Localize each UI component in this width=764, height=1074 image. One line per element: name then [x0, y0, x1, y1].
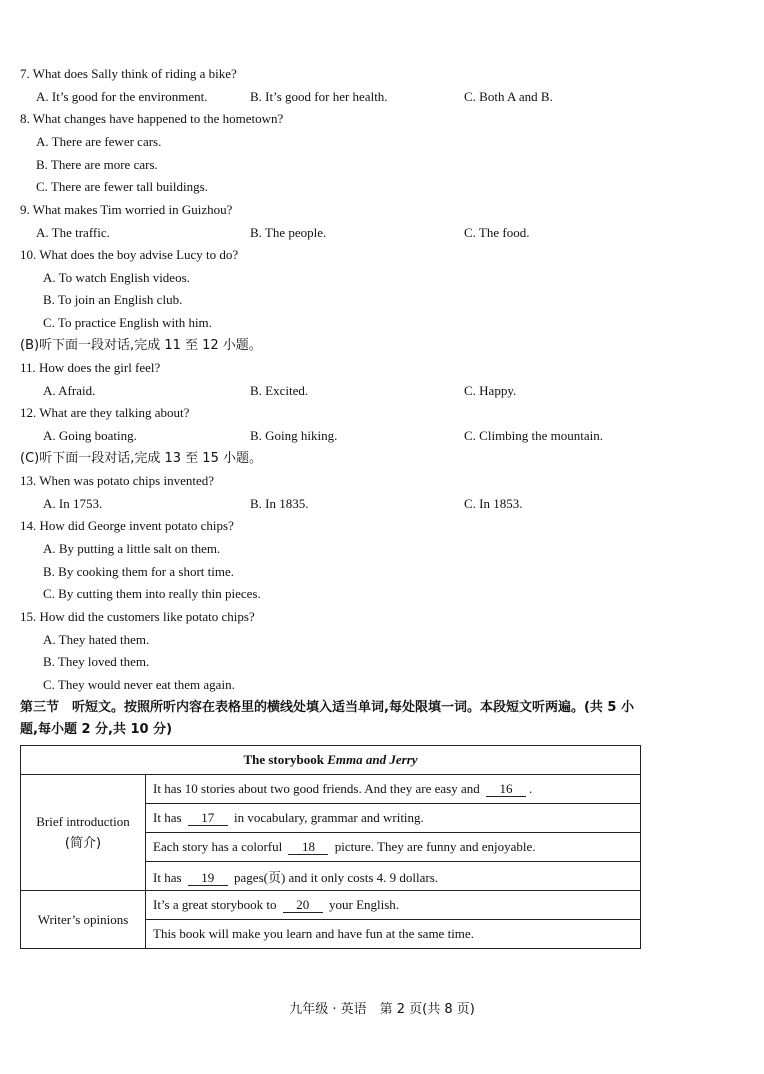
question-11: 11. How does the girl feel?: [20, 360, 161, 375]
q12-option-c: C. Climbing the mountain.: [464, 428, 604, 443]
q11-option-c: C. Happy.: [464, 383, 517, 398]
q11-option-b: B. Excited.: [250, 383, 309, 398]
q14-option-c: C. By cutting them into really thin pieces.: [43, 586, 261, 601]
table-cell-17: [146, 804, 641, 833]
q9-option-b: B. The people.: [250, 225, 327, 240]
row-17-before: It has: [153, 810, 182, 825]
q12-option-a: A. Going boating.: [43, 428, 137, 443]
brief-label-en: Brief introduction: [36, 813, 130, 829]
table-title: [21, 746, 641, 775]
q10-option-b: B. To join an English club.: [43, 292, 183, 307]
q13-option-a: A. In 1753.: [43, 496, 103, 511]
q10-option-a: A. To watch English videos.: [43, 270, 190, 285]
table-title-italic: Emma and Jerry: [327, 752, 418, 767]
question-7: 7. What does Sally think of riding a bike?: [20, 66, 237, 81]
row-20-before: It’s a great storybook to: [153, 897, 277, 912]
q14-option-b: B. By cooking them for a short time.: [43, 564, 235, 579]
table-cell-20: [146, 891, 641, 920]
section-b-instruction: (B)听下面一段对话,完成 11 至 12 小题。: [20, 338, 262, 353]
question-14: 14. How did George invent potato chips?: [20, 518, 234, 533]
q13-option-b: B. In 1835.: [250, 496, 309, 511]
blank-19[interactable]: 19: [188, 871, 228, 886]
q7-option-b: B. It’s good for her health.: [250, 89, 388, 104]
q8-option-a: A. There are fewer cars.: [36, 134, 162, 149]
q8-option-b: B. There are more cars.: [36, 157, 158, 172]
question-13: 13. When was potato chips invented?: [20, 473, 214, 488]
blank-20[interactable]: 20: [283, 898, 323, 913]
table-cell-18: [146, 833, 641, 862]
question-12: 12. What are they talking about?: [20, 405, 190, 420]
blank-16[interactable]: 16: [486, 782, 526, 797]
page-footer: 九年级 · 英语 第 2 页(共 8 页): [289, 1002, 475, 1017]
row-19-after: pages(页) and it only costs 4. 9 dollars.: [234, 869, 439, 885]
q8-option-c: C. There are fewer tall buildings.: [36, 179, 208, 194]
table-cell-19: [146, 862, 641, 891]
row-16-after: .: [528, 781, 533, 796]
q15-option-a: A. They hated them.: [43, 632, 150, 647]
table-title-row: [21, 746, 641, 775]
table-cell-last: This book will make you learn and have fun at the same time.: [146, 920, 641, 949]
brief-label-cn: (简介): [64, 835, 102, 851]
row-16-before: It has 10 stories about two good friends. And they are easy and: [153, 781, 480, 796]
blank-17[interactable]: 17: [188, 811, 228, 826]
brief-introduction-label: [21, 775, 146, 891]
row-18-after: picture. They are funny and enjoyable.: [334, 839, 536, 854]
row-17-after: in vocabulary, grammar and writing.: [234, 810, 424, 825]
blank-18[interactable]: 18: [288, 840, 328, 855]
q7-option-c: C. Both A and B.: [464, 89, 553, 104]
table-cell-16: [146, 775, 641, 804]
question-10: 10. What does the boy advise Lucy to do?: [20, 247, 239, 262]
question-9: 9. What makes Tim worried in Guizhou?: [20, 202, 233, 217]
row-18-before: Each story has a colorful: [153, 839, 283, 854]
question-8: 8. What changes have happened to the hometown?: [20, 111, 284, 126]
q15-option-b: B. They loved them.: [43, 654, 150, 669]
table-title-prefix: The storybook: [243, 752, 328, 767]
q7-option-a: A. It’s good for the environment.: [36, 89, 208, 104]
q9-option-a: A. The traffic.: [36, 225, 110, 240]
question-15: 15. How did the customers like potato chips?: [20, 609, 255, 624]
storybook-table: [20, 745, 641, 949]
q11-option-a: A. Afraid.: [43, 383, 96, 398]
table-row: [21, 891, 641, 920]
writers-opinions-label: Writer’s opinions: [21, 891, 146, 949]
q13-option-c: C. In 1853.: [464, 496, 523, 511]
q12-option-b: B. Going hiking.: [250, 428, 338, 443]
q14-option-a: A. By putting a little salt on them.: [43, 541, 221, 556]
table-row: [21, 775, 641, 804]
row-19-before: It has: [153, 869, 182, 885]
section-c-instruction: (C)听下面一段对话,完成 13 至 15 小题。: [20, 451, 262, 466]
row-20-after: your English.: [328, 897, 400, 912]
section-3-heading: 第三节 听短文。按照所听内容在表格里的横线处填入适当单词,每处限填一词。本段短文听两遍。(共 5 小题,每小题 2 分,共 10 分): [20, 700, 634, 737]
q15-option-c: C. They would never eat them again.: [43, 677, 235, 692]
q9-option-c: C. The food.: [464, 225, 530, 240]
q10-option-c: C. To practice English with him.: [43, 315, 212, 330]
